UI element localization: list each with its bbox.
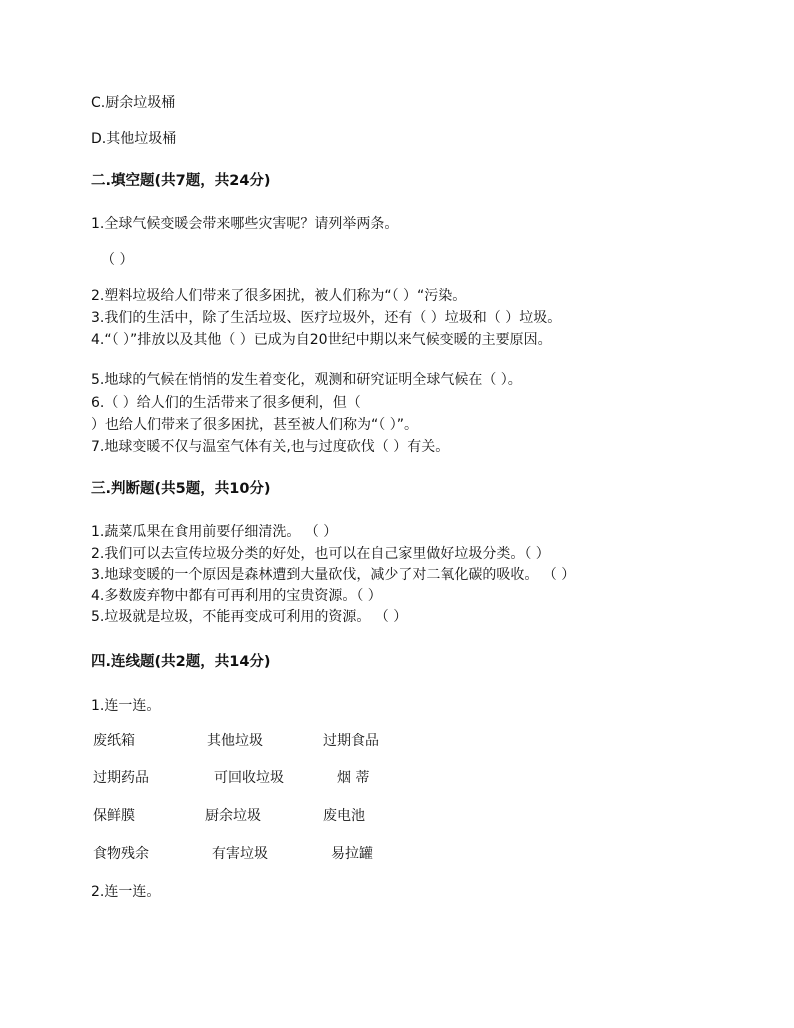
option-d: D.其他垃圾桶 [91,131,177,147]
fill-blank-question-2: 2.塑料垃圾给人们带来了很多困扰，被人们称为“（ ）“污染。 [91,288,467,304]
true-false-question-1: 1.蔬菜瓜果在食用前要仔细清洗。 （ ） [91,524,338,540]
true-false-question-4: 4.多数废弃物中都有可再利用的宝贵资源。（ ） [91,588,382,604]
section-heading-matching: 四.连线题(共2题，共14分) [91,654,271,670]
fill-blank-question-3: 3.我们的生活中，除了生活垃圾、医疗垃圾外，还有（ ）垃圾和（ ）垃圾。 [91,310,562,326]
fill-blank-question-5: 5.地球的气候在悄悄的发生着变化，观测和研究证明全球气候在（ ）。 [91,372,522,388]
fill-blank-question-7: 7.地球变暖不仅与温室气体有关,也与过度砍伐（ ）有关。 [91,439,450,455]
matching-cell: 有害垃圾 [212,846,268,862]
matching-cell: 废纸箱 [93,733,135,749]
matching-cell: 其他垃圾 [207,733,263,749]
true-false-question-3: 3.地球变暖的一个原因是森林遭到大量砍伐，减少了对二氧化碳的吸收。 （ ） [91,567,576,583]
fill-blank-question-6a: 6.（ ）给人们的生活带来了很多便利，但（ [91,395,361,411]
fill-blank-question-4: 4.“（ ）”排放以及其他（ ）已成为自20世纪中期以来气候变暖的主要原因。 [91,332,552,348]
matching-cell: 过期食品 [323,733,379,749]
matching-cell: 可回收垃圾 [214,770,284,786]
matching-cell: 食物残余 [93,846,149,862]
matching-cell: 厨余垃圾 [205,808,261,824]
section-heading-fill-blank: 二.填空题(共7题，共24分) [91,173,271,189]
fill-blank-answer-1: （ ） [101,252,134,268]
matching-cell: 废电池 [323,808,365,824]
fill-blank-question-6b: ）也给人们带来了很多困扰，甚至被人们称为“（ ）”。 [91,417,418,433]
matching-question-1: 1.连一连。 [91,698,161,714]
matching-cell: 易拉罐 [331,846,373,862]
fill-blank-question-1: 1.全球气候变暖会带来哪些灾害呢？请列举两条。 [91,216,399,232]
option-c: C.厨余垃圾桶 [91,95,176,111]
true-false-question-5: 5.垃圾就是垃圾，不能再变成可利用的资源。 （ ） [91,609,408,625]
section-heading-true-false: 三.判断题(共5题，共10分) [91,481,271,497]
matching-cell: 烟 蒂 [337,770,370,786]
matching-cell: 过期药品 [93,770,149,786]
true-false-question-2: 2.我们可以去宣传垃圾分类的好处，也可以在自己家里做好垃圾分类。（ ） [91,546,550,562]
matching-question-2: 2.连一连。 [91,884,161,900]
matching-cell: 保鲜膜 [93,808,135,824]
